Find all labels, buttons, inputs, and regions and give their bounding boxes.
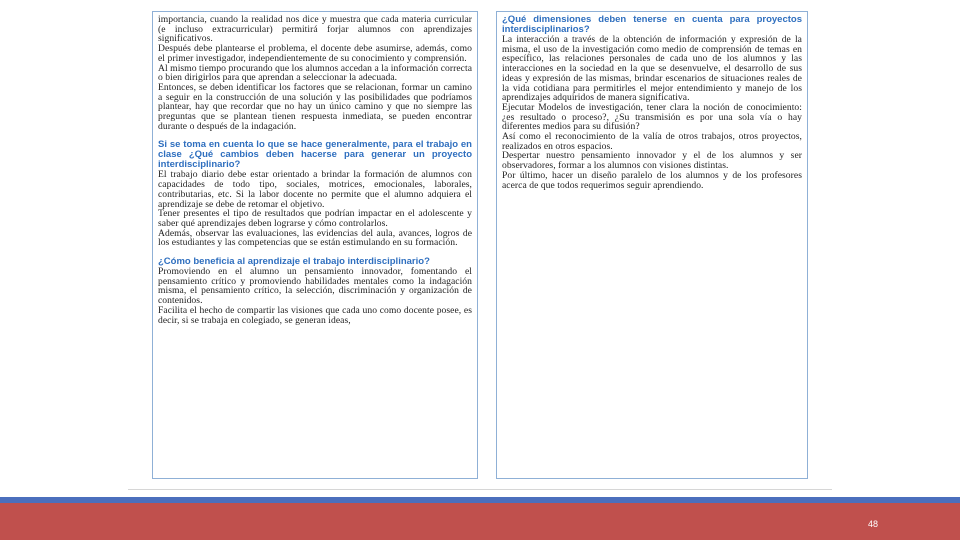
paragraph: La interacción a través de la obtención de información y expresión de la misma, el uso de la investigación como medio de comprensión de temas en específico, las relaciones personales de cada uno de los alumnos y las interacciones en la sociedad en la que se desenvuelve, el desarrollo de sus ideas y expresión de las mismas, brindar escenarios de situaciones reales de la vida cotidiana para permitirles el mejor entendimiento y manejo de los aprendizajes adquiridos de manera significativa. — [502, 34, 802, 104]
left-text-column — [152, 11, 478, 479]
paragraph: Al mismo tiempo procurando que los alumnos accedan a la información correcta o bien dirigirlos para que aprendan a seleccionar la adecuada. — [158, 62, 472, 84]
paragraph: Entonces, se deben identificar los factores que se relacionan, formar un camino a seguir en la construcción de una solución y las posibilidades que podríamos plantear, hay que recordar que no hay un único camino y que no siempre las preguntas que se plantean tienen respuesta inmediata, se pueden encontrar durante o después de la indagación. — [158, 81, 472, 132]
footer-red-bar — [0, 503, 960, 540]
paragraph: importancia, cuando la realidad nos dice y muestra que cada materia curricular (e incluso extracurricular) permitirá forjar alumnos con aprendizajes significativos. — [158, 14, 472, 45]
paragraph: Promoviendo en el alumno un pensamiento innovador, fomentando el pensamiento crítico y promoviendo habilidades mentales como la indagación misma, el pensamiento crítico, la selección, discriminación y organización de contenidos. — [158, 266, 472, 307]
paragraph: El trabajo diario debe estar orientado a brindar la formación de alumnos con capacidades de todo tipo, sociales, motrices, emocionales, laborales, contributarias, etc. Si la labor docente no permite que el alumno adquiera el aprendizaje se debe de retomar el objetivo. — [158, 169, 472, 210]
paragraph: Por último, hacer un diseño paralelo de los alumnos y de los profesores acerca de que todos requerimos seguir aprendiendo. — [502, 169, 802, 191]
section-heading: ¿Cómo beneficia al aprendizaje el trabajo interdisciplinario? — [158, 256, 430, 268]
slide-number: 48 — [867, 519, 878, 529]
paragraph: Despertar nuestro pensamiento innovador y el de los alumnos y ser observadores, formar a los alumnos con visiones distintas. — [502, 150, 802, 172]
paragraph: Así como el reconocimiento de la valía de otros trabajos, otros proyectos, realizados en otros espacios. — [502, 131, 802, 152]
paragraph: Facilita el hecho de compartir las visiones que cada uno como docente posee, es decir, si se trabaja en colegiado, se generan ideas, — [158, 304, 472, 326]
right-text-column — [496, 11, 808, 479]
section-heading: Si se toma en cuenta lo que se hace generalmente, para el trabajo en clase ¿Qué cambios deben hacerse para generar un proyecto interdisciplinario? — [158, 139, 472, 171]
paragraph: Además, observar las evaluaciones, las evidencias del aula, avances, logros de los estudiantes y las competencias que se están estimulando en su formación. — [158, 227, 472, 249]
paragraph: Después debe plantearse el problema, el docente debe asumirse, además, como el primer investigador, independientemente de su conocimiento y comprensión. — [158, 43, 472, 64]
page-bottom-divider — [128, 489, 832, 490]
paragraph: Tener presentes el tipo de resultados que podrían impactar en el adolescente y saber qué aprendizajes deben lograrse y cómo controlarlos. — [158, 208, 472, 229]
paragraph: Ejecutar Modelos de investigación, tener clara la noción de conocimiento: ¿es resultado o proceso?, ¿Su transmisión es por una sola vía o hay diferentes medios para su difusión? — [502, 101, 802, 133]
section-heading: ¿Qué dimensiones deben tenerse en cuenta para proyectos interdisciplinarios? — [502, 14, 802, 35]
